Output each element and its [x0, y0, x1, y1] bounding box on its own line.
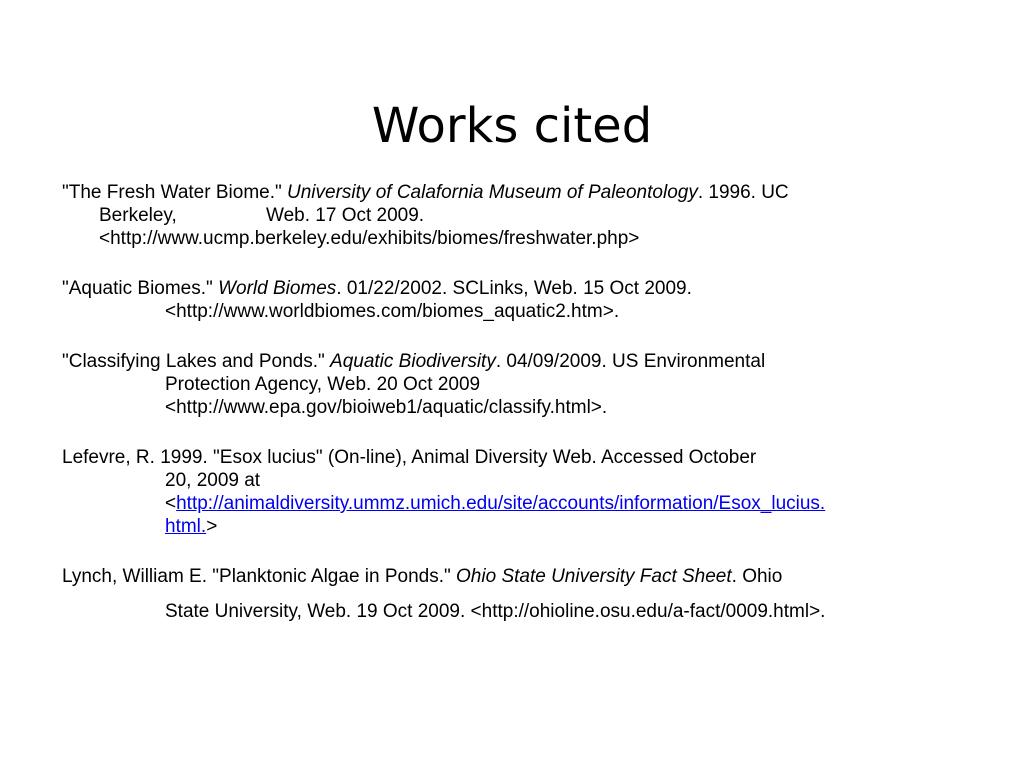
citation-fresh-water-biome — [62, 181, 962, 250]
citation-text: . 1996. UC — [697, 182, 789, 203]
citation-text: . 01/22/2002. SCLinks, Web. 15 Oct 2009. — [336, 278, 692, 299]
citation-planktonic-algae — [62, 565, 962, 623]
citation-text: "Aquatic Biomes." — [62, 278, 219, 299]
citation-text: Web. 17 Oct 2009. — [266, 205, 425, 226]
citation-line — [62, 277, 962, 300]
citation-url: <http://www.worldbiomes.com/biomes_aquatic2.htm>. — [165, 301, 620, 322]
citation-text: > — [206, 516, 218, 537]
citation-text: . 04/09/2009. US Environmental — [495, 351, 766, 372]
citation-line — [62, 515, 962, 538]
citation-esox-lucius — [62, 446, 962, 538]
citation-source-title: World Biomes — [218, 278, 337, 299]
animal-diversity-link[interactable]: http://animaldiversity.ummz.umich.edu/site/accounts/information/Esox_lucius. — [176, 493, 826, 514]
citation-line — [62, 204, 962, 227]
citation-line — [62, 492, 962, 515]
citation-text: Protection Agency, Web. 20 Oct 2009 — [165, 374, 481, 395]
animal-diversity-link-continued[interactable]: html. — [165, 516, 207, 537]
citation-text: < — [165, 493, 177, 514]
citation-text: . Ohio — [731, 566, 783, 587]
page-title: Works cited — [371, 98, 653, 155]
citation-text: "The Fresh Water Biome." — [62, 182, 288, 203]
citation-text: "Classifying Lakes and Ponds." — [62, 351, 331, 372]
citation-source-title: Aquatic Biodiversity — [330, 351, 496, 372]
citation-url: State University, Web. 19 Oct 2009. <http://ohioline.osu.edu/a-fact/0009.html>. — [165, 601, 826, 622]
citation-aquatic-biomes — [62, 277, 962, 323]
citation-text: Lefevre, R. 1999. "Esox lucius" (On-line), Animal Diversity Web. Accessed October — [62, 447, 757, 468]
citation-text: Berkeley, — [99, 205, 177, 226]
citation-url: <http://www.ucmp.berkeley.edu/exhibits/biomes/freshwater.php> — [99, 228, 640, 249]
works-cited-list — [62, 181, 962, 650]
citation-text: 20, 2009 at — [165, 470, 261, 491]
citation-source-title: University of Calafornia Museum of Paleontology — [287, 182, 698, 203]
citation-line — [62, 350, 962, 373]
citation-classifying-lakes — [62, 350, 962, 419]
citation-text: Lynch, William E. "Planktonic Algae in Ponds." — [62, 566, 457, 587]
citation-line — [62, 565, 962, 588]
citation-url: <http://www.epa.gov/bioiweb1/aquatic/classify.html>. — [165, 397, 608, 418]
citation-source-title: Ohio State University Fact Sheet — [456, 566, 732, 587]
citation-line — [62, 181, 962, 204]
